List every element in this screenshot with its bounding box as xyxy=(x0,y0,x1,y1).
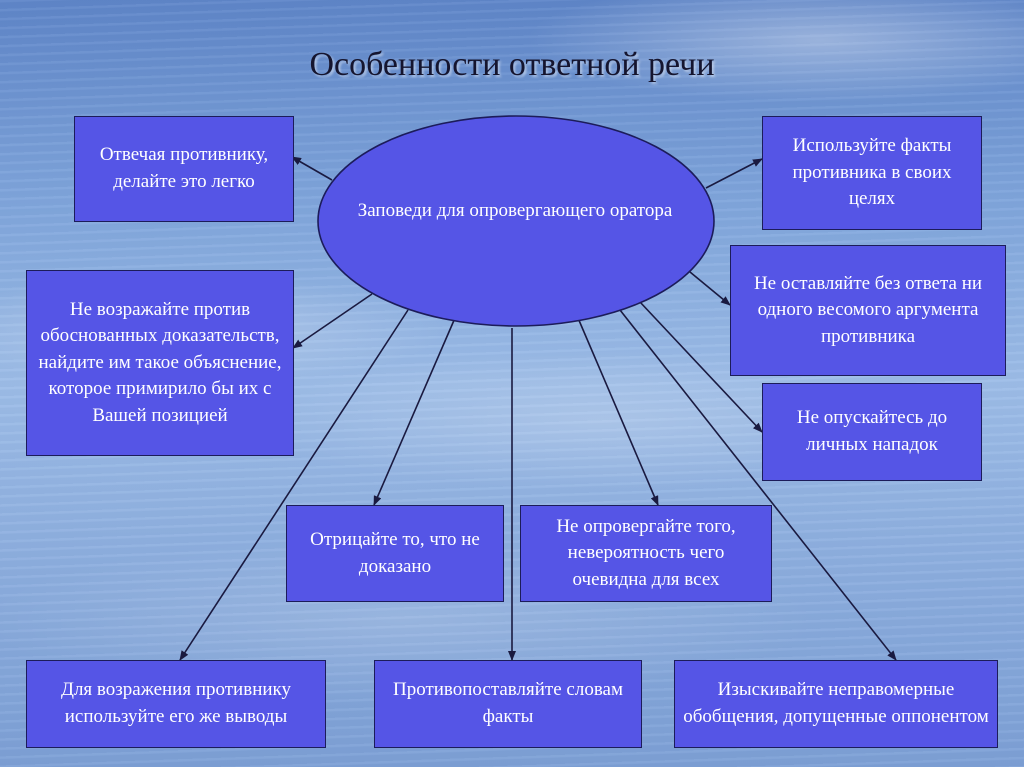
box-deny xyxy=(286,505,504,602)
arrow-to-no-refute xyxy=(578,318,658,505)
box-no-unanswered xyxy=(730,245,1006,376)
box-generalizations-text: Изыскивайте неправомерные обобщения, допущенные оппонентом xyxy=(683,679,989,727)
box-no-unanswered-text: Не оставляйте без ответа ни одного весомого аргумента противника xyxy=(753,272,983,347)
box-no-object xyxy=(26,270,294,456)
box-no-object-text: Не возражайте против обоснованных доказательств, найдите им такое объяснение, которое примирило бы их с Вашей позицией xyxy=(38,298,282,426)
box-facts-own xyxy=(762,116,982,230)
box-contrast-text: Противопоставляйте словам факты xyxy=(392,679,623,727)
arrow-to-facts-own xyxy=(706,159,762,188)
arrow-to-easy xyxy=(292,157,332,180)
slide-title: Особенности ответной речи xyxy=(309,46,715,83)
box-no-refute xyxy=(520,505,772,602)
arrow-to-no-unanswered xyxy=(690,272,730,305)
box-conclusions-text: Для возражения противнику используйте его же выводы xyxy=(60,679,291,727)
box-easy xyxy=(74,116,294,222)
box-deny-text: Отрицайте то, что не доказано xyxy=(310,528,480,577)
box-no-personal-text: Не опускайтесь до личных нападок xyxy=(796,407,948,455)
box-no-refute-text: Не опровергайте того, невероятность чего очевидна для всех xyxy=(556,515,736,590)
arrow-to-no-object xyxy=(293,294,372,348)
box-no-personal xyxy=(762,383,982,481)
center-label: Заповеди для опровергающего оратора xyxy=(357,200,673,221)
arrow-to-deny xyxy=(374,318,455,505)
box-easy-text: Отвечая противнику, делайте это легко xyxy=(99,144,269,192)
box-contrast xyxy=(374,660,642,748)
box-conclusions xyxy=(26,660,326,748)
box-generalizations xyxy=(674,660,998,748)
box-facts-own-text: Используйте факты противника в своих целях xyxy=(792,135,952,210)
